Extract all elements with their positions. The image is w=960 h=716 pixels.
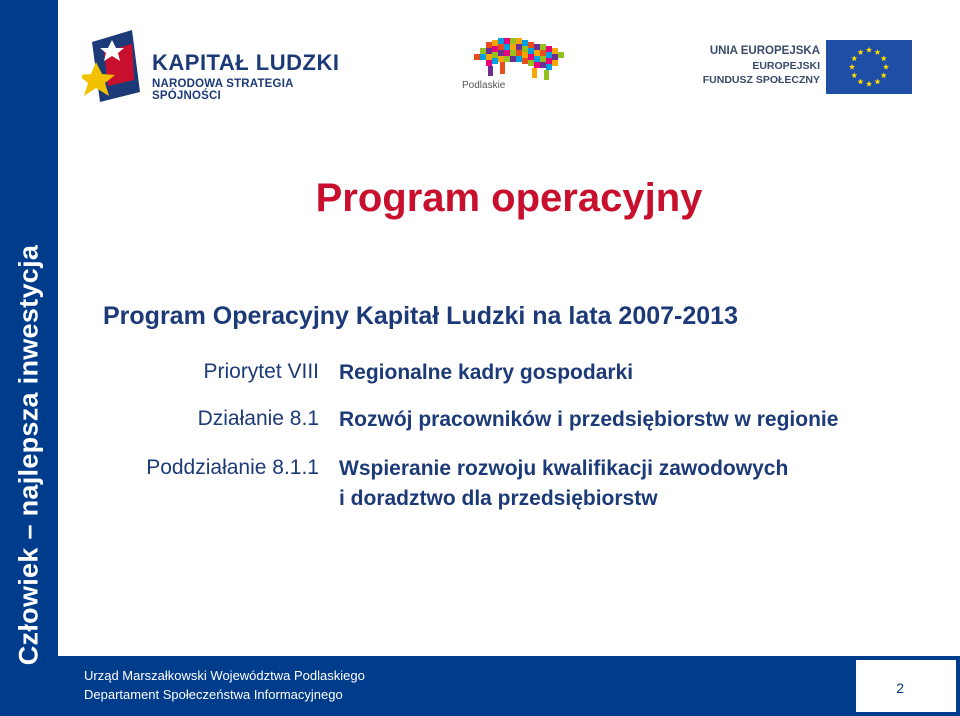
eu-star-icon xyxy=(866,47,872,53)
eu-star-icon xyxy=(851,72,857,78)
eu-star-icon xyxy=(849,64,855,70)
priority-label: Priorytet VIII xyxy=(203,360,319,383)
subaction-value-line2: i doradztwo dla przedsiębiorstw xyxy=(339,487,658,510)
kapital-ludzki-title: KAPITAŁ LUDZKI xyxy=(152,50,340,75)
action-label: Działanie 8.1 xyxy=(197,407,319,430)
eu-line-2: EUROPEJSKI xyxy=(752,60,820,72)
eu-flag-icon xyxy=(826,40,912,94)
page-number: 2 xyxy=(896,680,904,696)
kapital-ludzki-subtitle: NARODOWA STRATEGIA SPÓJNOŚCI xyxy=(152,78,294,102)
page-number-box xyxy=(856,660,956,712)
kapital-ludzki-logo xyxy=(82,22,342,112)
subaction-label: Poddziałanie 8.1.1 xyxy=(146,456,319,479)
bison-mosaic-icon xyxy=(458,34,573,82)
subaction-value-line1: Wspieranie rozwoju kwalifikacji zawodowych xyxy=(339,457,789,480)
podlaskie-logo xyxy=(458,34,573,104)
sidebar xyxy=(0,0,58,716)
eu-star-icon xyxy=(857,79,863,85)
eu-star-icon xyxy=(883,64,889,70)
footer-department: Departament Społeczeństwa Informacyjnego xyxy=(84,687,343,702)
eu-star-icon xyxy=(866,81,872,87)
sidebar-slogan: Człowiek – najlepsza inwestycja xyxy=(13,244,44,666)
priority-value: Regionalne kadry gospodarki xyxy=(339,361,634,384)
eu-star-icon xyxy=(851,55,857,61)
eu-star-icon xyxy=(874,49,880,55)
podlaskie-label: Podlaskie xyxy=(462,80,506,91)
eu-star-icon xyxy=(881,55,887,61)
kapital-ludzki-emblem-icon xyxy=(82,22,148,112)
eu-star-icon xyxy=(857,49,863,55)
eu-logo xyxy=(702,36,912,96)
action-value: Rozwój pracowników i przedsiębiorstw w regionie xyxy=(339,408,839,431)
footer xyxy=(58,656,960,716)
eu-line-1: UNIA EUROPEJSKA xyxy=(709,45,820,57)
eu-line-3: FUNDUSZ SPOŁECZNY xyxy=(702,74,820,86)
eu-star-icon xyxy=(881,72,887,78)
program-name: Program Operacyjny Kapitał Ludzki na lata 2007-2013 xyxy=(103,302,738,330)
footer-office: Urząd Marszałkowski Województwa Podlaskiego xyxy=(84,668,365,683)
slide-title: Program operacyjny xyxy=(315,176,703,220)
eu-star-icon xyxy=(874,79,880,85)
